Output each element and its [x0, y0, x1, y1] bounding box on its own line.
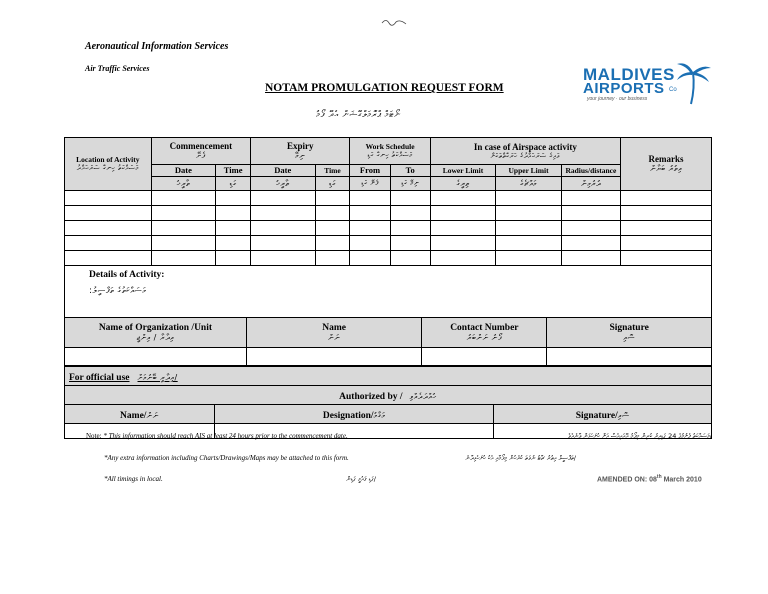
form-title-dhivehi: ނޯޓަމް ޕްރޮމަލްގޭޝަން އެދޭ ފޯމު	[316, 110, 401, 120]
details-label-dhivehi: މަސައްކަތުގެ ތަފްސީލު:	[89, 286, 147, 296]
signature-header: Signature ސޮއި	[547, 318, 712, 348]
radius-dhivehi: ދުރުމިން	[561, 177, 620, 191]
from-dhivehi: ފެށޭ ގަޑި	[350, 177, 390, 191]
logo-tagline: your journey · our business	[587, 96, 648, 102]
activity-table	[64, 137, 712, 318]
radius-header: Radius/distance	[561, 165, 620, 177]
note-3-dhivehi: /ގަޑި ޤައުމީ ގަޑިން	[346, 475, 376, 483]
name-field[interactable]	[246, 348, 422, 366]
table-row[interactable]	[65, 206, 712, 221]
work-schedule-header: Work Schedule މަސައްކަތު ހިނގާ ގަޑި	[350, 138, 430, 165]
official-use-dhivehi: /އިދާރީ ބޭނުމަށް	[137, 373, 178, 382]
note-2-dhivehi: /ތަފްސީލް އިތުރު ޗާޓު ނުވަތަ ކުރެހުން މިފޯމާއި އެކު ހުށަހެޅިދާނެ	[465, 454, 576, 462]
amended-date: AMENDED ON: 08th March 2010	[597, 474, 702, 484]
details-label: Details of Activity:	[89, 270, 165, 280]
name-header: Name ނަން	[246, 318, 422, 348]
note-2: *Any extra information including Charts/Drawings/Maps may be attached to this form.	[104, 454, 349, 462]
commencement-header: Commencement ފެށޭ	[151, 138, 250, 165]
official-use-label: For official use	[69, 373, 130, 383]
logo-suffix: Co	[669, 87, 677, 93]
table-row[interactable]	[65, 251, 712, 266]
expiry-date-dhivehi: ތާރީޚު	[251, 177, 315, 191]
form-title: NOTAM PROMULGATION REQUEST FORM	[265, 82, 504, 94]
organization-table	[64, 317, 712, 366]
authorized-by-header: Authorized by / ހުއްދަދެއްވި	[65, 386, 712, 405]
table-row[interactable]	[65, 221, 712, 236]
upper-limit-header: Upper Limit	[496, 165, 562, 177]
org-name-header: Name of Organization /Unit އިދާރާ / އިންޖީ	[65, 318, 247, 348]
org-name-field[interactable]	[65, 348, 247, 366]
remarks-header: Remarks އިތުރު ބަޔާން	[621, 138, 712, 191]
bismillah-ornament	[380, 14, 408, 24]
logo-text-maldives: MALDIVES	[583, 65, 675, 84]
dept-name: Air Traffic Services	[85, 64, 150, 73]
to-dhivehi: ނިމޭ ގަޑި	[390, 177, 430, 191]
to-header: To	[390, 165, 430, 177]
org-name: Aeronautical Information Services	[85, 41, 229, 52]
expiry-header: Expiry ނިމޭ	[251, 138, 350, 165]
expiry-date-header: Date	[251, 165, 315, 177]
expiry-time-header: Time	[315, 165, 350, 177]
contact-field[interactable]	[422, 348, 547, 366]
table-row[interactable]	[65, 236, 712, 251]
commencement-date-dhivehi: ތާރީޚު	[151, 177, 215, 191]
airspace-header: In case of Airspace activity ވައިގެ ސަރަޙައްދުގެ ހަރަކާތްތަކަށް	[430, 138, 620, 165]
commencement-time-header: Time	[216, 165, 251, 177]
commencement-time-dhivehi: ގަޑި	[216, 177, 251, 191]
maldives-airports-logo	[583, 58, 713, 108]
note-1-dhivehi: /މަސައްކަތު ފެށުމުގެ 24 ގަޑިއިރު ކުރިން މިފޯމު އޭއައިއެސް އަށް ހުށަހަޅަން ވާނެއެވެ	[567, 432, 712, 440]
official-signature-header: Signature/ސޮއި	[494, 405, 712, 424]
official-designation-header: Designation/މަޤާމު	[214, 405, 494, 424]
from-header: From	[350, 165, 390, 177]
details-of-activity-field[interactable]	[65, 266, 712, 318]
expiry-time-dhivehi: ގަޑި	[315, 177, 350, 191]
commencement-date-header: Date	[151, 165, 215, 177]
contact-header: Contact Number ފޯނު ނަންބަރު	[422, 318, 547, 348]
official-name-header: Name/ނަން	[65, 405, 215, 424]
lower-limit-dhivehi: ތިރީގެ	[430, 177, 496, 191]
location-header: Location of Activity މަސައްކަތު ހިނގާ ސަރަޙައްދު	[65, 138, 152, 191]
logo-text-airports: AIRPORTS	[583, 80, 665, 97]
note-1: Note: * This information should reach AIS at least 24 hours prior to the commencement date.	[86, 432, 348, 440]
official-use-header	[65, 367, 712, 386]
table-row[interactable]	[65, 191, 712, 206]
upper-limit-dhivehi: މައްޗެގެ	[496, 177, 562, 191]
lower-limit-header: Lower Limit	[430, 165, 496, 177]
signature-field[interactable]	[547, 348, 712, 366]
note-3: *All timings in local.	[104, 475, 163, 483]
official-use-table	[64, 366, 712, 439]
